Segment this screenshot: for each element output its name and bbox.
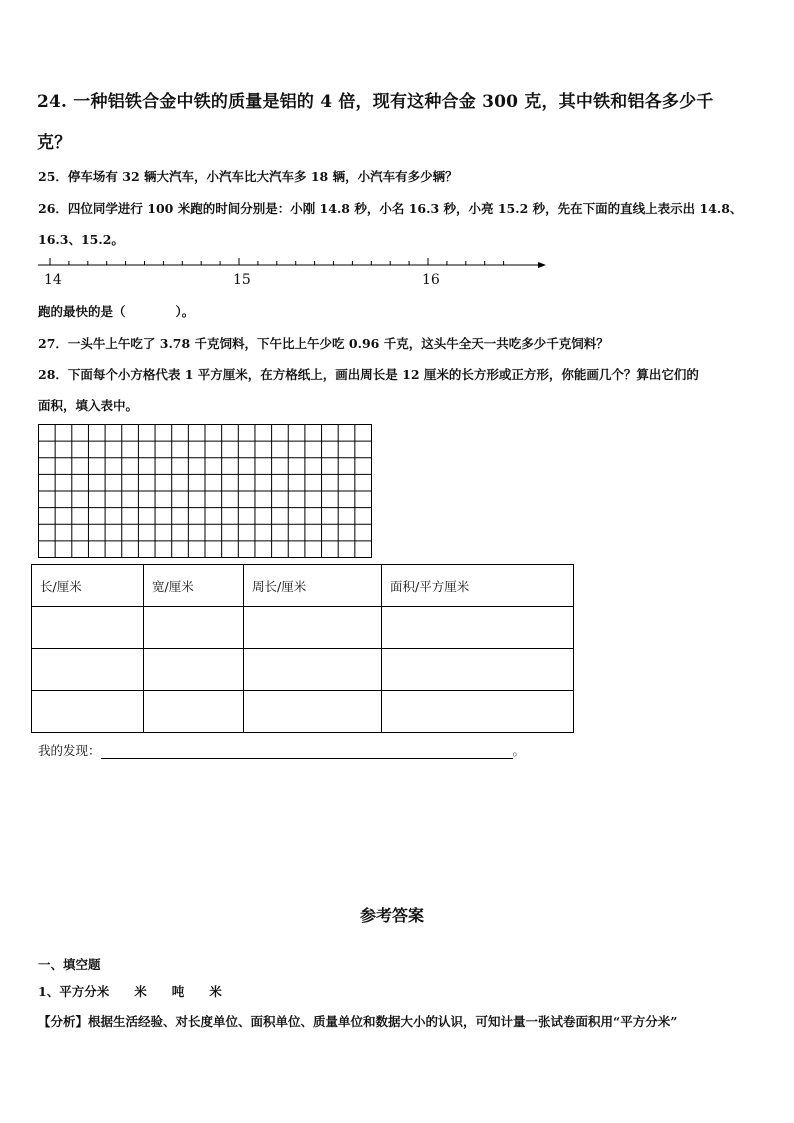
question-25: 25．停车场有 32 辆大汽车，小汽车比大汽车多 18 辆，小汽车有多少辆？ bbox=[38, 169, 458, 184]
table-cell[interactable] bbox=[382, 607, 574, 649]
fastest-runner-prompt[interactable]: 跑的最快的是（ ）。 bbox=[38, 304, 195, 319]
header-perimeter: 周长/厘米 bbox=[244, 565, 382, 607]
table-cell[interactable] bbox=[32, 607, 144, 649]
number-line-label-14: 14 bbox=[44, 272, 62, 288]
table-cell[interactable] bbox=[244, 691, 382, 733]
discovery-label: 我的发现： bbox=[38, 743, 101, 758]
number-line-ticks bbox=[50, 258, 504, 265]
table-cell[interactable] bbox=[382, 649, 574, 691]
table-cell[interactable] bbox=[144, 607, 244, 649]
discovery-blank[interactable] bbox=[101, 745, 513, 759]
number-line-label-15: 15 bbox=[233, 272, 251, 288]
table-cell[interactable] bbox=[32, 691, 144, 733]
question-28-line1: 28．下面每个小方格代表 1 平方厘米，在方格纸上，画出周长是 12 厘米的长方形或正方形，你能画几个？算出它们的 bbox=[38, 367, 699, 382]
answer-analysis: 【分析】根据生活经验、对长度单位、面积单位、质量单位和数据大小的认识，可知计量一张试卷面积用“平方分米” bbox=[38, 1014, 678, 1029]
table-row bbox=[32, 691, 574, 733]
square-grid-paper[interactable] bbox=[38, 424, 372, 558]
table-cell[interactable] bbox=[144, 649, 244, 691]
discovery-row bbox=[38, 741, 525, 759]
question-24-line1: 24. 一种铝铁合金中铁的质量是铝的 4 倍，现有这种合金 300 克，其中铁和铝各多少千 bbox=[37, 92, 714, 112]
header-length: 长/厘米 bbox=[32, 565, 144, 607]
question-27: 27．一头牛上午吃了 3.78 千克饲料，下午比上午少吃 0.96 千克，这头牛全天一共吃多少千克饲料？ bbox=[38, 336, 609, 351]
question-26-line2: 16.3、15.2。 bbox=[38, 232, 124, 247]
table-cell[interactable] bbox=[32, 649, 144, 691]
question-28-line2: 面积，填入表中。 bbox=[38, 398, 139, 413]
answer-item-1: 1、平方分米 米 吨 米 bbox=[38, 984, 222, 999]
number-line-arrow bbox=[538, 262, 546, 268]
table-cell[interactable] bbox=[244, 607, 382, 649]
table-row bbox=[32, 649, 574, 691]
answers-section-heading: 一、填空题 bbox=[38, 957, 101, 972]
discovery-end: 。 bbox=[512, 743, 526, 758]
table-cell[interactable] bbox=[144, 691, 244, 733]
number-line bbox=[36, 256, 548, 272]
question-24-line2: 克？ bbox=[37, 133, 72, 153]
answers-title: 参考答案 bbox=[360, 906, 425, 925]
header-width: 宽/厘米 bbox=[144, 565, 244, 607]
header-area: 面积/平方厘米 bbox=[382, 565, 574, 607]
table-cell[interactable] bbox=[382, 691, 574, 733]
number-line-label-16: 16 bbox=[422, 272, 440, 288]
question-26-line1: 26．四位同学进行 100 米跑的时间分别是：小刚 14.8 秒，小名 16.3 秒，小亮 15.2 秒，先在下面的直线上表示出 14.8、 bbox=[38, 201, 743, 216]
answer-table bbox=[31, 564, 574, 733]
table-cell[interactable] bbox=[244, 649, 382, 691]
table-header-row bbox=[32, 565, 574, 607]
table-row bbox=[32, 607, 574, 649]
